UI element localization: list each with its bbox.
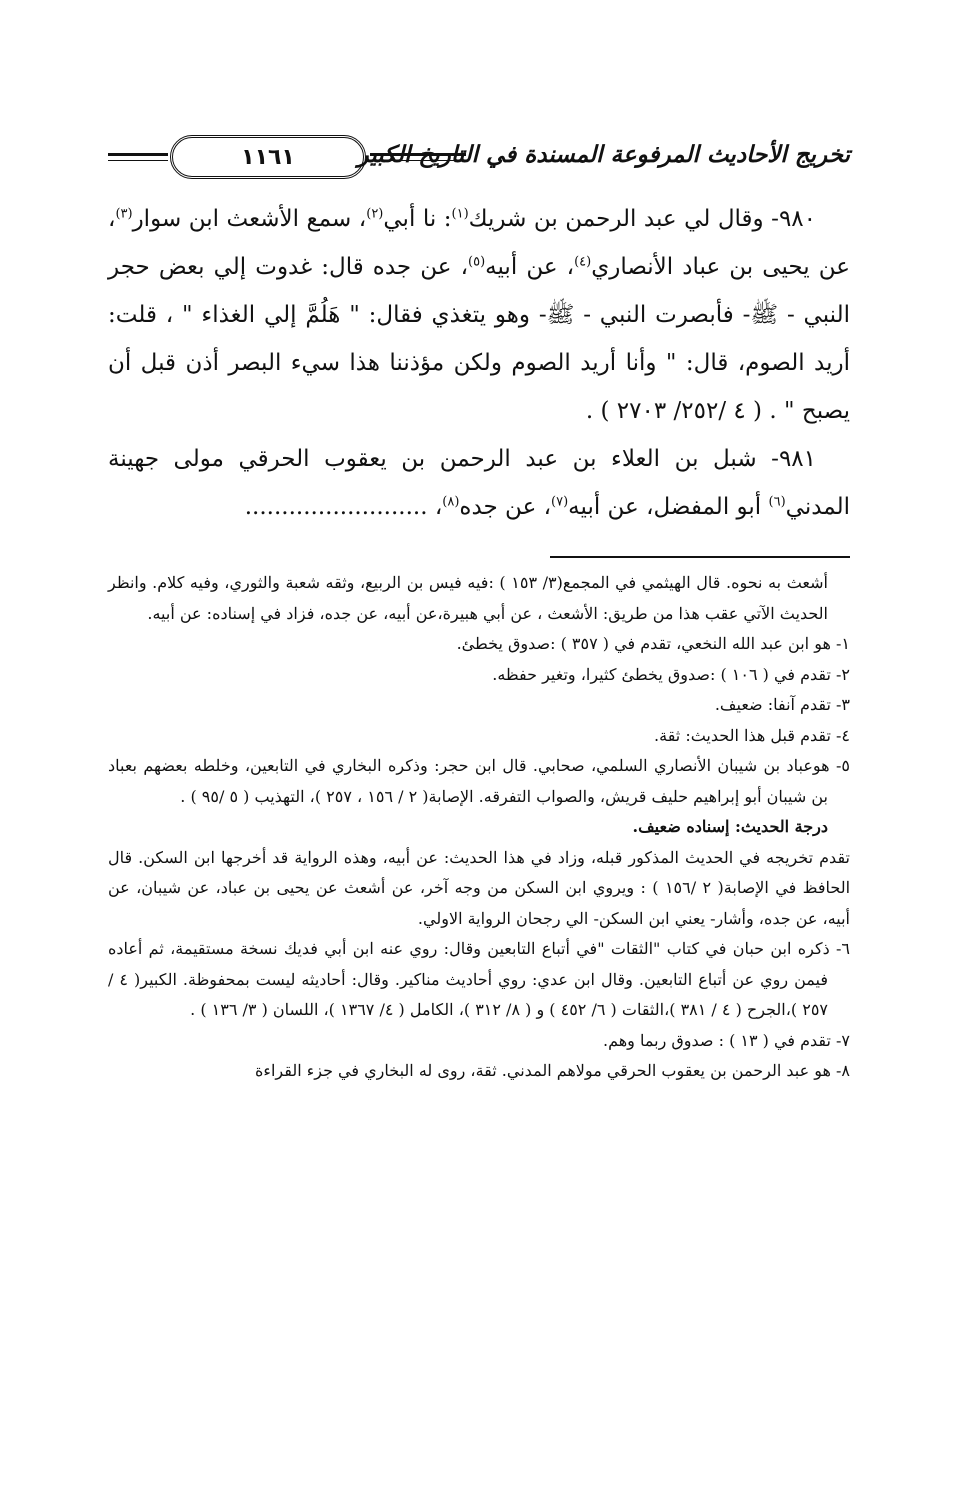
text-segment: ، عن جده [459, 494, 552, 520]
footnote-4: ٤- تقدم قبل هذا الحديث: ثقة. [654, 725, 850, 745]
footnote-marker: (٢) [366, 206, 384, 222]
text-segment: ، عن أبيه [485, 254, 575, 280]
hadith-grade-text: تقدم تخريجه في الحديث المذكور قبله، وزاد في هذا الحديث: عن أبيه، وهذه الرواية قد أخرجها ابن السكن. قال الحافظ في الإصابة( ٢ /١٥٦ ) : ويروي ابن السكن من وجه آخر، عن أشعث عن يحيى بن عباد، عن شيبان، عن أبيه، عن جده، وأشار- يعني ابن السكن- الي رجحان الرواية الاولي. [108, 847, 851, 928]
footnote-2: ٢- تقدم في ( ١٠٦ ) :صدوق يخطئ كثيرا، وتغير حفظه. [492, 664, 850, 684]
text-segment: ، عن يحيى بن عباد الأنصاري [108, 206, 850, 280]
footnote-marker: (٦) [768, 494, 786, 510]
hadith-grade-heading: درجة الحديث: إسناده ضعيف. [632, 817, 828, 836]
footnote-marker: (٧) [551, 494, 569, 510]
footnote-marker: (١) [451, 206, 469, 222]
text-segment: ، سمع الأشعث ابن سوار [132, 206, 367, 232]
footnote-7: ٧- تقدم في ( ١٣ ) : صدوق ربما وهم. [603, 1030, 850, 1050]
footnote-6: ٦- ذكره ابن حبان في كتاب "الثقات "في أتباع التابعين وقال: روي عنه ابن أبي فديك نسخة مستقيمة، ثم أعاده فيمن روي عن أتباع التابعين. وقال ابن عدي: روي أحاديث مناكير. وقال: أحاديثه ليست بمحفوظة. الكبير( ٤ /٢٥٧ )،الجرح ( ٤ / ٣٨١ )،الثقات ( ٦/ ٤٥٢ ) و ( ٨/ ٣١٢ )، الكامل ( ٤/ ١٣٦٧ )، اللسان ( ٣/ ١٣٦ ) . [108, 939, 850, 1019]
text-segment: : نا أبي [383, 206, 452, 232]
footnote-marker: (٣) [115, 206, 133, 222]
footnote-1: ١- هو ابن عبد الله النخعي، تقدم في ( ٣٥٧ ) :صدوق يخطئ. [456, 634, 850, 653]
text-segment: ٩٨١- شبل بن العلاء بن عبد الرحمن بن يعقوب الحرقي مولى جهينة المدني [108, 446, 850, 520]
footnote-marker: (٥) [468, 254, 486, 270]
running-title: تخريج الأحاديث المرفوعة المسندة في التاريخ الكبير [357, 141, 850, 168]
footnote-8: ٨- هو عبد الرحمن بن يعقوب الحرقي مولاهم المدني. ثقة، روى له البخاري في جزء القراءة [255, 1061, 850, 1080]
hadith-980 [108, 195, 850, 435]
text-segment: ، ......................... [244, 494, 443, 520]
text-segment: أبو المفضل، عن أبيه [568, 494, 769, 520]
footnote-continuation: أشعث به نحوه. قال الهيثمي في المجمع(٣/ ١٥٣ ) :فيه فيس بن الربيع، وثقه شعبة والثوري، وفيه كلام. وانظر الحديث الآتي عقب هذا من طريق: الأشعث ، عن أبي هبيرة،عن أبيه، عن جده، فزاد في إسناده: عن أبيه. [108, 573, 828, 623]
header-rule [370, 153, 466, 161]
page-header [108, 135, 850, 185]
hadith-981 [108, 435, 850, 531]
footnotes [108, 568, 850, 1087]
footnote-marker: (٤) [574, 254, 592, 270]
header-rule [108, 153, 168, 161]
text-segment: ٩٨٠- وقال لي عبد الرحمن بن شريك [468, 206, 816, 232]
footnote-5: ٥- هوعباد بن شيبان الأنصاري السلمي، صحابي. قال ابن حجر: وذكره البخاري في التابعين، وخلطه بعضهم بعباد بن شيبان أبو إبراهيم حليف قريش، والصواب التفرقه. الإصابة( ٢ / ١٥٦ ، ٢٥٧ )، التهذيب ( ٥ /٩٥ ) . [108, 756, 850, 806]
footnote-separator [550, 556, 850, 558]
text-segment: ، عن جده قال: غدوت إلي بعض حجر النبي - ﷺ- فأبصرت النبي - ﷺ- وهو يتغذي فقال: " هَلُمَّ إلي الغذاء " ، قلت: أريد الصوم، قال: " وأنا أريد الصوم ولكن مؤذننا هذا سيء البصر أذن قبل أن يصبح " . ( ٤ /٢٥٢/ ٢٧٠٣ ) . [108, 254, 850, 424]
footnote-marker: (٨) [442, 494, 460, 510]
page-number: ١١٦١ [170, 135, 366, 179]
main-text [108, 195, 850, 531]
footnote-3: ٣- تقدم آنفا: ضعيف. [714, 695, 850, 714]
